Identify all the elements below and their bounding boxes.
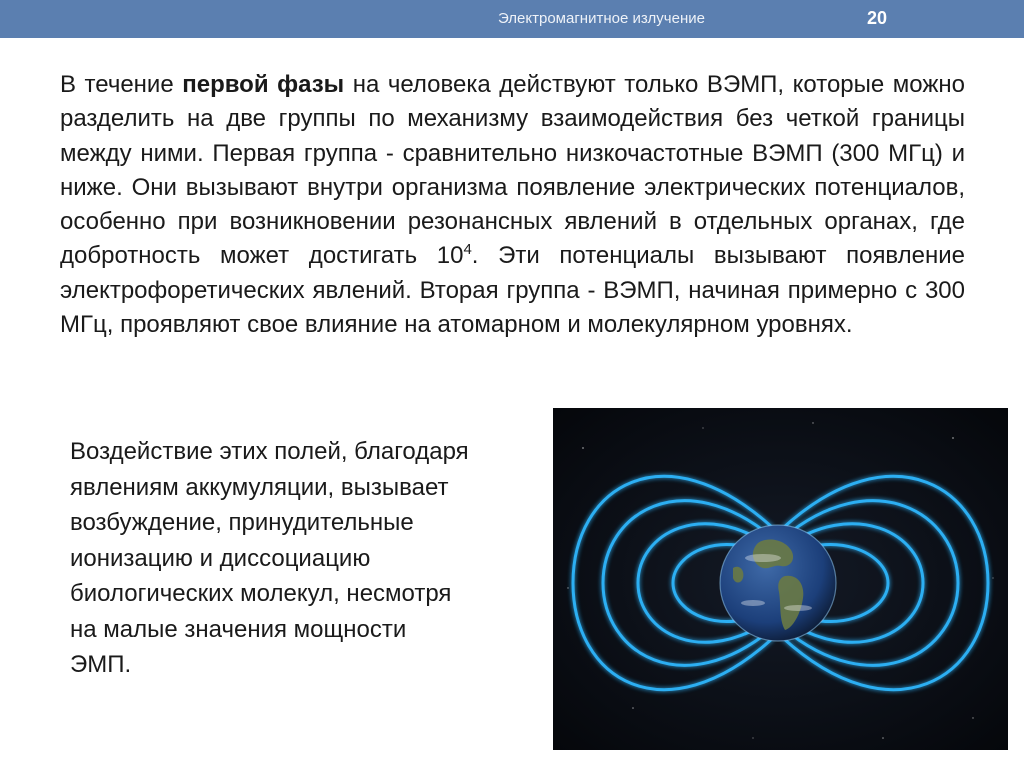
secondary-paragraph [70,434,550,683]
slide-number: 20 [867,8,888,28]
magnetic-field-image [553,408,1008,750]
header-title: Электромагнитное излучение [498,10,705,27]
para2-line-5: биологических молекул, несмотря [70,580,452,607]
main-paragraph [60,68,965,342]
para2-line-4: ионизацию и диссоциацию [70,544,371,572]
para2-line-1: Воздействие этих полей, благодаря [70,438,469,465]
para1-text-2: на человека действуют только ВЭМП, которые можно разделить на две группы по механизму взаимодействия без четкой границы между ними. Первая группа - сравнительно низкочастотные ВЭМП (300 МГц) и ниже. Они вызывают внутри организма появление электрических потенциалов, особенно при возникновении резонансных явлений в отдельных органах, где добротность может достигать 10 [60,71,966,270]
para1-superscript: 4 [463,241,472,259]
para2-line-2: явлениям аккумуляции, вызывает [70,473,449,501]
para2-line-6: на малые значения мощности [70,615,407,643]
slide-header [0,0,1024,38]
para1-text-1: В течение [60,71,183,98]
para2-line-7: ЭМП. [70,651,132,678]
para1-text-3: . Эти потенциалы вызывают появление электрофоретических явлений. Вторая группа - ВЭМП, начиная примерно с 300 МГц, проявляют свое влияние на атомарном и молекулярном уровнях. [60,242,965,339]
para1-bold-phrase: первой фазы [182,71,345,98]
para2-line-3: возбуждение, принудительные [70,509,414,536]
